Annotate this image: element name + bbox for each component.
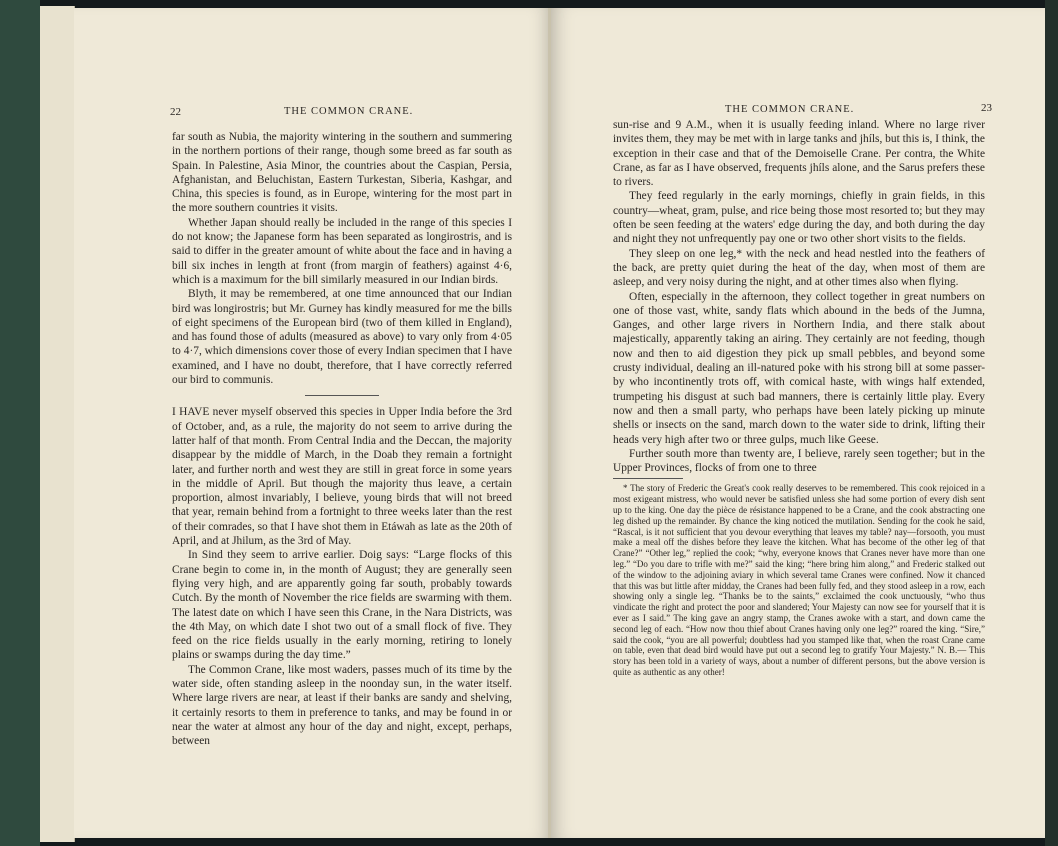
running-head: THE COMMON CRANE.	[725, 104, 855, 115]
paragraph: Blyth, it may be remembered, at one time announced that our Indian bird was longirostris; but Mr. Gurney has kindly measured for me the bills of eight specimens of the European bird (two of them killed in England), and has found those of adults (measured as above) to vary only from 4·05 to 4·7, which dimensions cover those of every Indian specimen that I have examined, and I have no doubt, therefore, that I have correctly referred our bird to communis.	[172, 288, 512, 387]
paragraph: They feed regularly in the early mornings, chiefly in grain fields, in this country—wheat, gram, pulse, and rice being those most resorted to; but they may often be seen feeding at the waters' edge during the day, and both during the day and night they not unfrequently pay one or two other short visits to the fields.	[613, 190, 985, 246]
paragraph: far south as Nubia, the majority wintering in the southern and summering in the northern portions of their range, though some breed as far south as Spain. In Palestine, Asia Minor, the countries about the Caspian, Persia, Afghanistan, and Beluchistan, Eastern Turkestan, Siberia, Kashgar, and China, this species is found, as in Europe, wintering for the most part in the more southern countries it visits.	[172, 131, 512, 215]
right-page	[551, 8, 1045, 838]
footnote-rule	[613, 478, 683, 479]
paragraph: Whether Japan should really be included in the range of this species I do not know; the Japanese form has been separated as longirostris, and is said to differ in the greater amount of white about the face and in having a bill six inches in length at front (from margin of feathers) against 4·6, which is a maximum for the bill similarly measured in our Indian birds.	[172, 216, 512, 286]
section-divider	[305, 395, 379, 396]
right-page-text	[613, 118, 985, 678]
running-head: THE COMMON CRANE.	[284, 106, 414, 117]
paragraph: I HAVE never myself observed this species in Upper India before the 3rd of October, and, as a rule, the majority do not seem to arrive during the latter half of that month. From Central India and the Deccan, the majority disappear by the middle of March, in the Doab they remain a fortnight later, and further north and west they are still in great force in some years in the middle of April. But though the majority thus leave, a certain proportion, almost invariably, I believe, young birds that will not breed that year, remain behind from a fortnight to three weeks later than the rest of their comrades, so that I have shot them in Etáwah as late as the 20th of April, and at Jhilum, as the 3rd of May.	[172, 406, 512, 548]
left-page	[74, 8, 550, 838]
page-number: 23	[981, 102, 992, 114]
book-cover-right	[1045, 0, 1058, 846]
book-cover-left	[0, 0, 40, 846]
left-page-text	[172, 130, 512, 748]
page-number: 22	[170, 106, 181, 118]
paragraph: The Common Crane, like most waders, passes much of its time by the water side, often standing asleep in the noonday sun, in the water itself. Where large rivers are near, at least if their banks are sandy and shelving, it certainly resorts to them in preference to tanks, and may be found in or near the water at almost any hour of the day and night, except, perhaps, between	[172, 663, 512, 748]
paragraph: Often, especially in the afternoon, they collect together in great numbers on one of those vast, white, sandy flats which abound in the beds of the Jumna, Ganges, and other large rivers in Northern India, and there stalk about majestically, apparently taking an airing. They certainly are not feeding, though now and then to aid digestion they pick up small pebbles, and beyond some crusty individual, dealing an ill-natured poke with his strong bill at some passer-by who incontinently trots off, with comical haste, with wings half extended, trumpeting his disgust at such bad manners, there is certainly little play. Every now and then a small party, who perhaps have been lately picking up minute shells or insects on the sand, march down to the water side to drink, lifting their heads very high after two or three gulps, much like Geese.	[613, 290, 985, 446]
footnote	[613, 483, 985, 677]
footnote-text: * The story of Frederic the Great's cook really deserves to be remembered. This cook rejoiced in a most exigeant mistress, who would never be satisfied unless she had some portion of every dish sent up to the king. One day the pièce de résistance happened to be a Crane, and the cook abstracting one leg dished up the remainder. By chance the king noticed the mutilation. Sending for the cook he said, “Rascal, is it not sufficient that you devour everything that leaves my table? nay—forsooth, you must make a meal off the dishes before they leave the kitchen. What has become of the other leg of that Crane?” “Other leg,” replied the cook; “why, everyone knows that Cranes never have more than one leg.” “Do you dare to trifle with me?” said the king; “here bring him along,” and Frederic stalked out of the window to the adjoining aviary in which several tame Cranes were confined. Now it chanced that this was but little after midday, the Cranes had been fully fed, and they stood asleep in a row, each showing only a single leg. “Thanks be to the saints,” exclaimed the cook unctuously, “who thus vindicate the right and protect the poor and slandered; Your Majesty can now see for yourself that it is ever as I said.” The king gave an angry stamp, the Cranes awoke with a start, and down came the second leg of each. “How now thou thief about Cranes having only one leg?” roared the king. “Sire,” said the cook, “you are all powerful; doubtless had you stamped like that, when the roast Crane came on table, even that dead bird would have put out a second leg to gratify Your Majesty.” N. B.— This story has been told in a variety of ways, about a number of different persons, but the above version is quite as authentic as any other!	[613, 483, 985, 677]
paragraph: Further south more than twenty are, I believe, rarely seen together; but in the Upper Provinces, flocks of from one to three	[613, 447, 985, 475]
paragraph: They sleep on one leg,* with the neck and head nestled into the feathers of the back, are pretty quiet during the heat of the day, when most of them are asleep, and very noisy during the night, and at other times also when flying.	[613, 247, 985, 289]
paragraph: sun-rise and 9 A.M., when it is usually feeding inland. Where no large river invites them, they may be met with in large tanks and jhíls, but this is, I think, the exception in their case and that of the Demoiselle Crane. Per contra, the White Crane, as far as I have observed, frequents jhíls alone, and the Sarus prefers these to rivers.	[613, 119, 985, 189]
paragraph: In Sind they seem to arrive earlier. Doig says: “Large flocks of this Crane begin to come in, in the month of August; they are generally seen flying very high, and are apparently going far south, probably towards Cutch. By the month of November the rice fields are swarming with them. The latest date on which I have seen this Crane, in the Nara Districts, was the 4th May, on which date I shot two out of a small flock of five. They feed on the rice fields usually in the early morning, retiring to lonely plains or swamps during the day time.”	[172, 549, 512, 662]
